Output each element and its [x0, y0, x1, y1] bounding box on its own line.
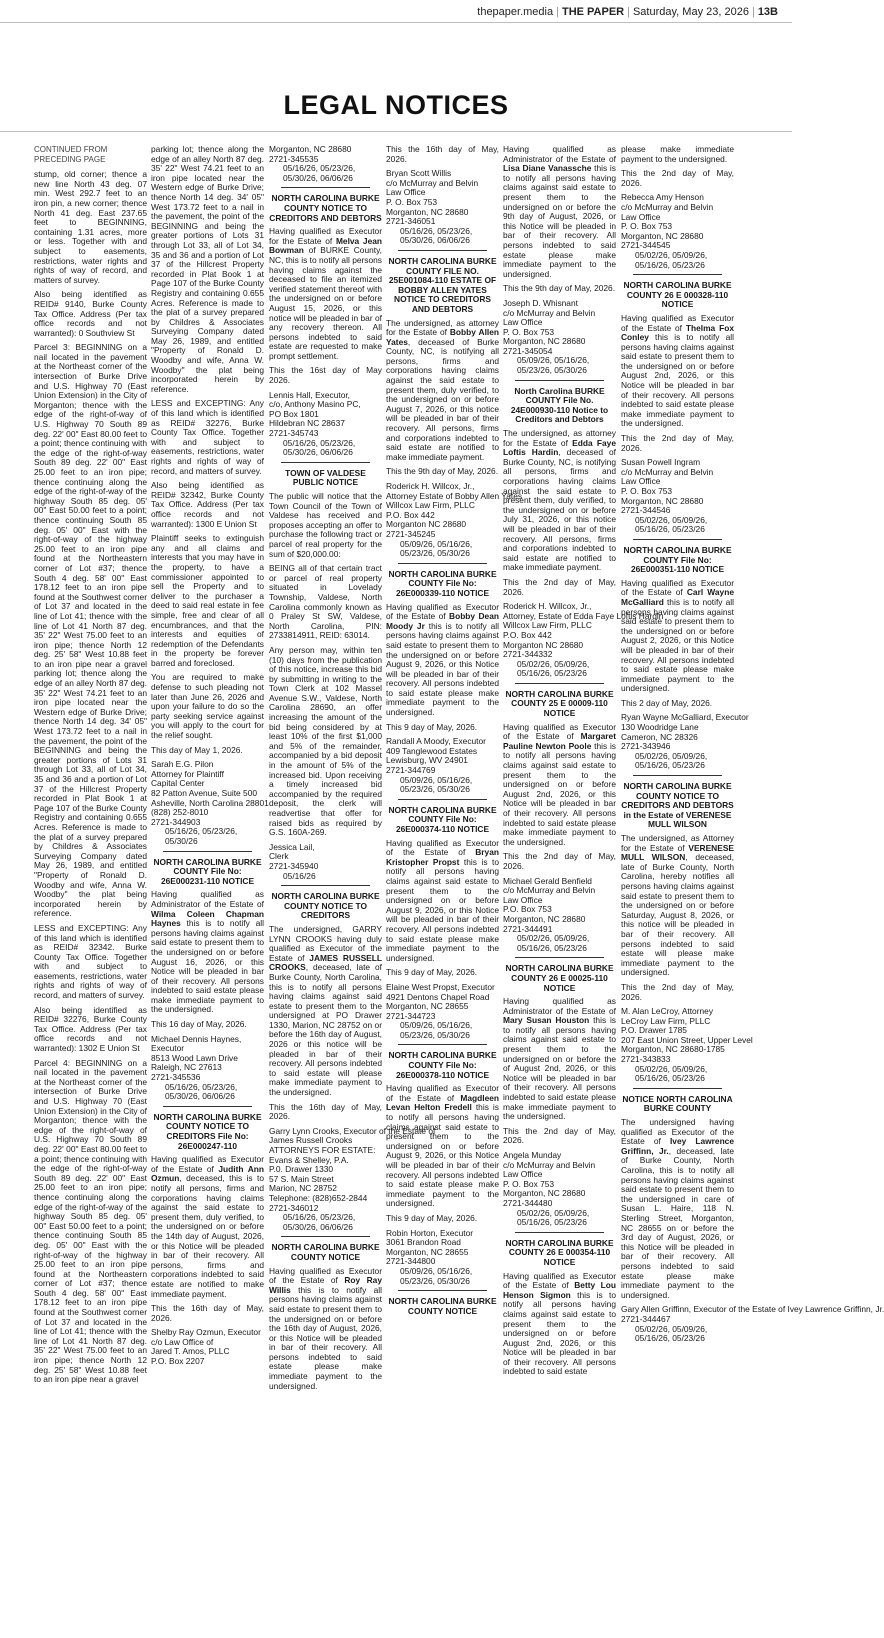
publication-dates: 05/02/26, 05/09/26, 05/16/26, 05/23/26: [635, 249, 708, 270]
notices-columns: [34, 144, 884, 1632]
signature-block: [386, 481, 523, 540]
publication-dates: 05/02/26, 05/09/26, 05/16/26, 05/23/26: [517, 933, 590, 953]
signature-line: James Russell Crooks: [269, 1135, 353, 1146]
signature-block: [151, 1328, 264, 1366]
signature-line: Raleigh, NC 27613: [151, 1062, 222, 1073]
signature-block: [269, 1125, 436, 1213]
notice-divider: [281, 462, 370, 463]
signature-block: [269, 391, 382, 439]
signature-line: 2721-346012: [269, 1202, 319, 1213]
signature-line: P.O. Box 2207: [151, 1356, 205, 1367]
notice-text: Also being identified as REID# 9140, Burke County Tax Office. Address (Per tax office records and not warranted): 0 Southview St: [34, 289, 147, 338]
notice-heading: NORTH CAROLINA BURKE COUNTY 25 E 00009-110 NOTICE: [505, 688, 614, 719]
notice-text: Any person may, within ten (10) days from the publication of this notice, increase this bid by submitting in writing to the Town Clerk at 102 Massel Avenue S.W., Valdese, North Carolina 28690, an offer increasing the amount of the bid being considered by at least 10% of the first $1,000 and 5% of the remainder, accompanied by a bid deposit in the amount of 5% of the increased bid. Upon receiving a timely increased bid accompanied by the required deposit, the clerk will readvertise that offer for raised bids as required by G.S. 160A-269.: [269, 644, 382, 838]
signature-line: Attorney Estate of Bobby Allen Yates: [386, 490, 523, 501]
notice-date-line: This the 2nd day of May, 2026.: [621, 981, 734, 1002]
estate-name: Magdleen Levan Helton Fredell: [386, 1092, 499, 1113]
publication-dates: 05/16/26, 05/23/26, 05/30/26, 06/06/26: [283, 1212, 356, 1232]
signature-line: Law Office: [386, 187, 426, 198]
estate-name: Betty Lou Henson Sigmon: [503, 1280, 616, 1300]
signature-line: Attorney for Plaintiff: [151, 768, 224, 779]
estate-name: Melva Jean Bowman: [269, 235, 382, 256]
signature-line: Garry Lynn Crooks, Executor of the Estate of: [269, 1125, 436, 1136]
notice-date-line: This 9 day of May, 2026.: [386, 967, 478, 978]
signature-line: Telephone: (828)652-2844: [269, 1192, 368, 1203]
signature-line: Cameron, NC 28326: [621, 731, 698, 742]
publication-dates: 05/02/26, 05/09/26, 05/16/26, 05/23/26: [635, 750, 708, 771]
notice-date-line: This the 16th day of May, 2026.: [151, 1303, 264, 1323]
notice-heading: NORTH CAROLINA BURKE COUNTY File No: 26E000351-110 NOTICE: [623, 544, 732, 575]
signature-line: 2721-344800: [386, 1256, 436, 1267]
notice-text: Also being identified as REID# 32276, Burke County Tax Office. Address (Per tax office records and not warranted): 1302 E Union St: [34, 1004, 147, 1054]
signature-block: [386, 169, 499, 227]
signature-line: Lennis Hall, Executor,: [269, 389, 351, 400]
signature-block: [269, 843, 382, 872]
estate-name: Carl Wayne McGalliard: [621, 587, 734, 607]
title-rule: [0, 131, 792, 132]
signature-line: P.0. Drawer 1330: [269, 1164, 334, 1175]
signature-line: 4921 Dentons Chapel Road: [386, 991, 490, 1002]
signature-line: Angela Munday: [503, 1150, 562, 1160]
notice-text: Having qualified as Executor for the Estate of Melva Jean Bowman of BURKE County, NC, this is to notify all persons having claims against the deceased to file an itemized verified statement thereof with the undersigned on or before August 15, 2026, or this notice will be pleaded in bar of any recovery thereon. All persons indebted to said estate are requested to make prompt settlement.: [269, 226, 382, 361]
signature-line: 2721-344467: [621, 1313, 671, 1324]
notice-text: The undersigned having qualified as Executor of the Estate of Ivey Lawrence Griffinn, Jr., deceased, late of Burke County, North Carolina, this is to notify all persons having claims against said estate to present them to the undersigned in care of Susan L. Haire, 118 N. Sterling Street, Morganton, NC 28655 on or before the 3rd day of August, 2026, or this Notice will be pleaded in bar of their recovery. All persons indebted to said estate please make immediate payment to the undersigned.: [621, 1117, 734, 1300]
notice-heading: NORTH CAROLINA BURKE COUNTY 26 E 000328-110 NOTICE: [623, 280, 732, 310]
column-6: [621, 144, 884, 1632]
signature-line: Law Office: [503, 894, 543, 905]
paper-name: THE PAPER: [561, 6, 625, 18]
signature-line: Randall A Moody, Executor: [386, 736, 486, 747]
signature-line: M. Alan LeCroy, Attorney: [621, 1006, 714, 1017]
publication-dates: 05/02/26, 05/09/26, 05/16/26, 05/23/26: [635, 514, 708, 535]
estate-name: Margaret Pauline Newton Poole: [503, 731, 616, 751]
notice-text: Also being identified as REID# 32342, Burke County Tax Office. Address (Per tax office records and not warranted): 1300 E Union St: [151, 480, 264, 529]
signature-line: ATTORNEYS FOR ESTATE:: [269, 1145, 376, 1155]
signature-line: 207 East Union Street, Upper Level: [621, 1034, 753, 1045]
signature-line: Ryan Wayne McGalliard, Executor: [621, 712, 749, 723]
signature-line: c/o, Anthony Masino PC,: [269, 399, 361, 410]
notice-divider: [633, 1088, 722, 1089]
estate-name: Mary Susan Houston: [503, 1015, 590, 1026]
signature-line: c/o McMurray and Belvin: [503, 1159, 596, 1170]
signature-line: Morganton, NC 28680: [503, 336, 586, 347]
publication-dates: 05/16/26, 05/23/26, 05/30/26, 06/06/26: [165, 1081, 238, 1102]
notice-date-line: This 2 day of May, 2026.: [621, 697, 713, 708]
notice-text: Plaintiff seeks to extinguish any and all claims and interests that you may have in the property, to have a commissioner appointed to sell the Property and to deliver to the purchaser a deed to said real estate in fee simple, free and clear of all encumbrances, and that the interests and equities of redemption of the Defendants in the property be forever barred and foreclosed.: [151, 533, 264, 668]
notice-date-line: This day of May 1, 2026.: [151, 744, 243, 755]
notice-heading: NORTH CAROLINA BURKE COUNTY 26 E 000354-110 NOTICE: [505, 1237, 614, 1267]
notice-text: Having qualified as Executor of the Estate of Betty Lou Henson Sigmon this is to notify all persons having claims against said estate to present them to the undersigned on or before August 2nd, 2026, or this Notice will be pleaded in bar of their recovery. All persons indebted to said estate: [503, 1270, 616, 1377]
notice-date-line: This 9 day of May, 2026.: [386, 1212, 478, 1223]
notice-date-line: This the 16th day of May, 2026.: [386, 144, 499, 164]
notice-date-line: This the 2nd day of May, 2026.: [503, 576, 616, 597]
signature-block: [621, 458, 734, 516]
estate-name: Bryan Kristopher Propst: [386, 847, 499, 867]
signature-block: [503, 1151, 616, 1209]
notice-text: Having qualified as Executor of the Estate of Judith Ann Ozmun, deceased, this is to notify all persons, firms and corporations having claims against the said estate to present them, duly verified, to the undersigned on or before the 14th day of August, 2026, or this Notice will be pleaded in bar of their recovery. All persons, firms and corporations indebted to said estate are notified to make immediate payment.: [151, 1154, 264, 1299]
notice-divider: [398, 1290, 487, 1291]
signature-line: Roderick H. Willcox, Jr.,: [503, 601, 592, 612]
signature-line: Bryan Scott Willis: [386, 168, 452, 179]
signature-line: Elaine West Propst, Executor: [386, 981, 495, 992]
signature-line: PO Box 1801: [269, 408, 319, 419]
signature-line: c/o McMurray and Belvin: [386, 177, 479, 188]
signature-line: P. O. Box 753: [621, 486, 673, 496]
signature-line: Law Office: [621, 476, 661, 487]
signature-line: 2721-345743: [269, 428, 319, 439]
signature-line: Robin Horton, Executor: [386, 1227, 474, 1238]
publication-dates: 05/09/26, 05/16/26, 05/23/26, 05/30/26: [400, 774, 473, 795]
signature-line: Joseph D. Whisnant: [503, 297, 578, 308]
publication-dates: 05/16/26, 05/23/26, 05/30/26, 06/06/26: [283, 437, 356, 458]
notice-heading: NOTICE NORTH CAROLINA BURKE COUNTY: [622, 1093, 733, 1114]
signature-line: Clerk: [269, 851, 289, 862]
notice-heading: NORTH CAROLINA BURKE COUNTY File No: 26E000374-110 NOTICE: [388, 804, 497, 834]
signature-line: Morganton NC 28680: [503, 639, 584, 650]
signature-line: Law Office: [621, 211, 661, 222]
signature-line: 2721-344723: [386, 1010, 436, 1021]
notice-heading: NORTH CAROLINA BURKE COUNTY NOTICE TO CREDITORS: [271, 891, 380, 921]
signature-line: Jared T. Amos, PLLC: [151, 1346, 230, 1357]
signature-line: Law Office: [503, 317, 543, 328]
signature-line: Morganton, NC 28655: [386, 1246, 469, 1257]
signature-line: Michael Dennis Haynes,: [151, 1033, 242, 1044]
signature-line: Morganton, NC 28655: [386, 1001, 469, 1012]
signature-line: Attorney, Estate of Edda Faye Loftis Hardin: [503, 610, 664, 621]
signature-line: Executor: [151, 1043, 185, 1054]
signature-line: Lewisburg, WV 24901: [386, 755, 468, 766]
column-4: [386, 144, 523, 1632]
signature-line: 2721-344332: [503, 649, 553, 660]
signature-line: LeCroy Law Firm, PLLC: [621, 1015, 711, 1026]
publication-dates: 05/02/26, 05/09/26, 05/16/26, 05/23/26: [635, 1063, 708, 1084]
notice-text: The undersigned, GARRY LYNN CROOKS having duly qualified as Executor of the Estate of JAMES RUSSELL CROOKS, deceased, late of Burke County, North Carolina, this is to notify all persons having claims against said estate to present them to the undersigned at PO Drawer 1330, Marion, NC 28752 on or before the 16th day of August, 2026 or this notice will be pleaded in bar of their recovery. All persons indebted to said estate will please make immediate payment to the undersigned.: [269, 923, 382, 1098]
signature-line: 409 Tanglewood Estates: [386, 745, 478, 756]
signature-line: 2721-346051: [386, 216, 436, 227]
signature-line: P.O. Box 753: [503, 904, 552, 915]
signature-line: Morganton, NC 28680-1785: [621, 1044, 725, 1055]
estate-name: Wilma Coleen Chapman Haynes: [151, 908, 264, 929]
signature-line: Morganton, NC 28680: [269, 144, 352, 154]
notice-date-line: This the 2nd day of May, 2026.: [503, 1125, 616, 1146]
notice-divider: [633, 775, 722, 776]
signature-block: [386, 983, 499, 1021]
issue-date: Saturday, May 23, 2026: [632, 6, 749, 18]
publication-dates: 05/16/26: [283, 870, 316, 881]
publication-dates: 05/09/26, 05/16/26, 05/23/26, 05/30/26: [400, 1265, 473, 1286]
notice-heading: NORTH CAROLINA BURKE COUNTY NOTICE TO CREDITORS File No: 26E000247-110: [153, 1111, 262, 1151]
signature-block: [503, 601, 664, 660]
estate-name: Thelma Fox Conley: [621, 322, 734, 343]
estate-name: Judith Ann Ozmun: [151, 1163, 264, 1184]
signature-line: P. O. Box 753: [386, 196, 438, 207]
signature-line: c/o McMurray and Belvin: [503, 307, 596, 318]
notice-divider: [281, 1236, 370, 1237]
continued-label: CONTINUED FROM PRECEDING PAGE: [34, 145, 108, 164]
notice-divider: [515, 1232, 604, 1233]
notice-heading: NORTH CAROLINA BURKE COUNTY NOTICE: [271, 1242, 380, 1262]
signature-line: 82 Patton Avenue, Suite 500: [151, 788, 258, 798]
signature-line: Shelby Ray Ozmun, Executor: [151, 1327, 261, 1338]
estate-name: Ivey Lawrence Griffinn, Jr.: [621, 1136, 734, 1156]
notice-divider: [398, 563, 487, 564]
notice-date-line: This the 9th day of May, 2026.: [503, 283, 616, 294]
masthead-rule: [0, 22, 792, 23]
notice-text: The public will notice that the Town Council of the Town of Valdese has received and proposes accepting an offer to purchase the following tract or parcel of real property for the sum of $20,000.00:: [269, 491, 382, 559]
notice-text: LESS and EXCEPTING: Any of this land which is identified as REID# 32342. Burke County Tax Office. Together with and subject to easements, restrictions, water rights and rights of way of record, and matters of survey.: [34, 922, 147, 1001]
notice-divider: [281, 885, 370, 886]
notice-text: Having qualified as Executor of the Estate of Bobby Dean Moody Jr this is to notify all persons having claims against said estate to present them to the undersigned on or before August 9, 2026, or this Notice will be pleaded in bar of their recovery. All persons indebted to said estate please make immediate payment to the undersigned.: [386, 601, 499, 718]
notice-divider: [515, 957, 604, 958]
signature-line: 2721-344491: [503, 923, 553, 934]
notice-date-line: This the 2nd day of May, 2026.: [621, 433, 734, 453]
notice-date-line: This the 16st day of May 2026.: [269, 365, 382, 386]
signature-line: 2721-344903: [151, 816, 201, 827]
notice-divider: [515, 380, 604, 381]
estate-name: Bobby Dean Moody Jr: [386, 611, 499, 631]
signature-line: 130 Woodridge Lane: [621, 722, 699, 733]
notice-text: Having qualified as Administrator of the Estate of Mary Susan Houston this is to notify all persons having claims against said estate to present them to the undersigned on or before the of August 2nd, 2026, or this Notice will be pleaded in bar of their recovery. All persons indebted to said estate please make immediate payment to the undersigned.: [503, 996, 616, 1122]
notice-text: Having qualified as Executor of the Estate of Margaret Pauline Newton Poole this is to notify all persons having claims against said estate to present them to the undersigned on or before August 2nd, 2026, or this Notice will be pleaded in bar of their recovery. All persons indebted to said estate please make immediate payment to the undersigned.: [503, 721, 616, 847]
signature-block: [621, 193, 734, 251]
masthead: thepaper.media | THE PAPER | Saturday, May 23, 2026 | 13B: [477, 6, 778, 18]
signature-line: Morganton, NC 28680: [503, 1188, 586, 1199]
notice-divider: [515, 683, 604, 684]
notice-divider: [163, 1106, 252, 1107]
publication-dates: 05/09/26, 05/16/26, 05/23/26, 05/30/26: [517, 355, 590, 376]
notice-divider: [633, 274, 722, 275]
notice-text: You are required to make defense to such pleading not later than June 26, 2026 and upon your failure to do so the party seeking service against you will apply to the court for the relief sought.: [151, 672, 264, 741]
signature-line: P. O. Box 753: [503, 326, 555, 337]
column-2: [151, 144, 269, 1632]
signature-line: c/o McMurray and Belvin: [621, 201, 714, 212]
notice-divider: [633, 539, 722, 540]
notice-date-line: This the 2nd day of May, 2026.: [621, 168, 734, 188]
notice-text: The undersigned, as attorney for the Estate of Edda Faye Loftis Hardin, deceased of Burke County, NC, is notifying all persons, firms and corporations having claims against the said estate to present them, duly verified, to the undersigned on or before July 31, 2026, or this notice will be pleaded in bar of their recovery. All persons, firms and corporations indebted to said estate are notified to make immediate payment.: [503, 428, 616, 573]
notice-text: Having qualified as Administrator of the Estate of Lisa Diane Vanassche this is to notify all persons having claims against said estate to present them to the undersigned on or before the 9th day of August, 2026, or this Notice will be pleaded in bar of their recovery. All persons indebted to said estate please make immediate payment to the undersigned.: [503, 144, 616, 279]
notice-date-line: This 9 day of May, 2026.: [386, 721, 478, 732]
notice-heading: NORTH CAROLINA BURKE COUNTY NOTICE TO CREDITORS AND DEBTORS: [269, 193, 382, 223]
section-title: LEGAL NOTICES: [283, 90, 509, 120]
signature-line: Morganton, NC 28680: [621, 495, 704, 506]
signature-line: Hildebran NC 28637: [269, 418, 345, 429]
estate-name: Lisa Diane Vanassche: [503, 163, 592, 174]
signature-line: 2721-345535: [269, 153, 319, 164]
notice-text: Parcel 4: BEGINNING on a nail located in the pavement at the Northeast corner of the intersection of Burke Drive and U.S. Highway 70 (East Union Extension) in the City of Morganton; thence with the edge of the right-of-way of U.S. Highway 70 South 89 deg. 22' 00" East 80.00 feet to a point; thence continuing with the edge of the right-of-way South 89 deg. 22' 00" East 25.00 feet to an iron pipe; thence continuing along the edge of the right-of-way of the highway South 85 deg. 05' 00" East 50.00 feet to a point; thence continuing South 85 deg. 05' 00" East with the right-of-way of the highway 25.00 feet to an iron pipe found at the Northeastern corner of Lot #37; thence South 4 deg. 58' 00" East 178.12 feet to an iron pipe found at the Southwest corner of Lot 37 and located in the line of Lot 41; thence with the line of Lot 41 North 87 deg. 35' 22" West 75.00 feet to an iron pipe; thence North 12 deg. 25' 58" West 10.88 feet to an iron pipe near a gravel: [34, 1057, 147, 1385]
notice-text: Having qualified as Executor of the Estate of Roy Ray Willis this is to notify all persons having claims against said estate to present them to the undersigned on or before the 16th day of August, 2026, or this Notice will be pleaded in bar of their recovery. All persons indebted to said estate please make immediate payment to the undersigned.: [269, 1265, 382, 1391]
signature-block: [151, 759, 269, 827]
signature-line: Sarah E.G. Pilon: [151, 759, 214, 770]
notice-divider: [398, 250, 487, 251]
publication-dates: 05/16/26, 05/23/26, 05/30/26, 06/06/26: [283, 163, 356, 183]
notice-text: Having qualified as Executor of the Estate of Bryan Kristopher Propst this is to notify all persons having claims against said estate to present them to the undersigned on or before August 9, 2026, or this Notice will be pleaded in bar of their recovery. All persons indebted to said estate please make immediate payment to the undersigned.: [386, 837, 499, 963]
notice-divider: [281, 187, 370, 188]
signature-line: Roderick H. Willcox, Jr.,: [386, 481, 475, 491]
notice-heading: NORTH CAROLINA BURKE COUNTY FILE NO. 25E001084-110 ESTATE OF BOBBY ALLEN YATES NOTICE TO CREDITORS AND DEBTORS: [388, 255, 497, 314]
signature-line: 2721-343946: [621, 741, 671, 752]
signature-line: 2721-344545: [621, 240, 671, 251]
notice-heading: NORTH CAROLINA BURKE COUNTY File No: 26E000378-110 NOTICE: [388, 1050, 497, 1080]
notice-text: Having qualified as Administrator of the Estate of Wilma Coleen Chapman Haynes this is to notify all persons having claims against said estate to present them to the undersigned on or before August 16, 2026, or this Notice will be pleaded in bar of their recovery. All persons indebted to said estate please make immediate payment to the undersigned.: [151, 889, 264, 1015]
signature-line: 2721-345054: [503, 345, 553, 356]
signature-block: [503, 877, 616, 935]
notice-date-line: This the 9th day of May, 2026.: [386, 466, 499, 477]
signature-line: Willcox Law Firm, PLLC: [503, 620, 592, 631]
site-name: thepaper.media: [477, 6, 554, 18]
notice-heading: NORTH CAROLINA BURKE COUNTY File No: 26E000231-110 NOTICE: [153, 856, 262, 886]
signature-block: [621, 712, 749, 752]
notice-text: please make immediate payment to the undersigned.: [621, 144, 734, 164]
column-1: [34, 145, 147, 1632]
signature-line: Asheville, North Carolina 28801: [151, 797, 269, 808]
signature-line: Susan Powell Ingram: [621, 457, 701, 468]
notice-divider: [398, 799, 487, 800]
signature-line: 2721-343833: [621, 1054, 671, 1065]
notice-heading: NORTH CAROLINA BURKE COUNTY NOTICE TO CREDITORS AND DEBTORS in the Estate of VERENESE MULL WILSON: [621, 781, 734, 830]
signature-line: Marion, NC 28752: [269, 1183, 337, 1194]
signature-line: 2721-344546: [621, 505, 671, 516]
publication-dates: 05/16/26, 05/23/26, 05/30/26: [165, 826, 238, 846]
signature-line: 2721-345940: [269, 860, 319, 871]
signature-line: 2721-344480: [503, 1197, 553, 1208]
notice-heading: NORTH CAROLINA BURKE COUNTY File No: 26E000339-110 NOTICE: [388, 568, 497, 598]
notice-heading: North Carolina BURKE COUNTY File No. 24E000930-110 Notice to Creditors and Debtors: [510, 385, 609, 425]
signature-line: 8513 Wood Lawn Drive: [151, 1052, 238, 1063]
signature-line: Morganton, NC 28680: [386, 206, 469, 217]
notice-text: stump, old corner; thence a new line North 43 deg. 07 min. West 292.7 feet to an iron pin, a new corner; thence North 41 deg. East 237.65 feet to BEGINNING, containing 1.31 acres, more or less. Together with and subject to easements, restrictions, water rights and rights of way of record, and matters of survey.: [34, 169, 147, 285]
signature-line: 2721-344769: [386, 765, 436, 776]
publication-dates: 05/09/26, 05/16/26, 05/23/26, 05/30/26: [400, 538, 473, 559]
notice-text: LESS and EXCEPTING: Any of this land which is identified as REID# 32276, Burke County Tax Office. Together with and subject to easements, restrictions, water rights and rights of way of record, and matters of survey.: [151, 398, 264, 476]
signature-block: [503, 299, 616, 357]
signature-line: Michael Gerald Benfield: [503, 875, 592, 886]
estate-name: Edda Faye Loftis Hardin: [503, 437, 616, 458]
signature-line: 2721-345245: [386, 528, 436, 539]
signature-line: c/o McMurray and Belvin: [621, 466, 714, 477]
signature-line: Law Office: [503, 1169, 543, 1180]
signature-block: [151, 1035, 264, 1083]
signature-line: P. O. Box 753: [503, 1178, 555, 1189]
notice-text: The undersigned, as attorney for the Estate of Bobby Allen Yates, deceased of Burke County, NC, is notifying all persons, firms and corporations having claims against the said estate to present them, duly verified, to the undersigned on or before August 7, 2026, or this notice will be pleaded in bar of their recovery. All persons, firms and corporations indebted to said estate are notified to make immediate payment.: [386, 317, 500, 462]
notice-text: Having qualified as Executor of the Estate of Carl Wayne McGalliard this is to notify all persons having claims against said estate to present them to the undersigned on or before August 2, 2026, or this Notice will be pleaded in bar of their recovery. All persons indebted to said estate please make immediate payment to the undersigned.: [621, 577, 734, 694]
notice-heading: NORTH CAROLINA BURKE COUNTY 26 E 00025-110 NOTICE: [505, 963, 614, 993]
signature-line: Morganton NC 28680: [386, 519, 467, 530]
notice-text: Parcel 3: BEGINNING on a nail located in the pavement at the Northeast corner of the intersection of Burke Drive and U.S. Highway 70 (East Union Extension) in the City of Morganton; thence with the edge of the right-of-way of U.S. Highway 70 South 89 deg. 22' 00" East 80.00 feet to a point; thence continuing with the edge of the right-of-way South 89 deg. 22' 00" East 25.00 feet to an iron pipe; thence continuing along the edge of the right-of-way of the highway South 85 deg. 05' 00" East 50.00 feet to a point; thence continuing South 85 deg. 05' 00" East with the right-of-way of the highway 25.00 feet to an iron pipe found at the Northeastern corner of Lot #37; thence South 4 deg. 58' 00" East 178.12 feet to an iron pipe found at the Southwest corner of Lot 37 and located in the line of Lot 41; thence with the line of Lot 41 North 87 deg. 35' 22" West 75.00 feet to an iron pipe; thence North 12 deg. 25' 58" West 10.88 feet to an iron pipe near a gravel parking lot; thence along the edge of an alley North 87 deg. 35' 22" West 74.21 feet to an iron pipe located near the Western edge of Burke Drive; thence North 14 deg. 34' 05" West 173.72 feet to a nail in the pavement, the point of the BEGINNING and being the greater portions of Lots 31 through Lot 33, all of Lot 34, 35 and 36 and a portion of Lot 37 of the Hillcrest Property recorded in Plat Book 1 at Page 107 of the Burke County Registry and containing 0.655 Acres. Reference is made to the plat of a survey prepared by Childres & Associates Surveying Company dated May 26, 1989, and entitled "Property of Ronald D. Woodby and wife, Anna W. Woodby" the plat being incorporated herein by reference.: [34, 342, 147, 919]
signature-line: 3061 Brandon Road: [386, 1237, 461, 1248]
signature-block: [386, 1229, 499, 1267]
publication-dates: 05/02/26, 05/09/26, 05/16/26, 05/23/26: [517, 1207, 590, 1228]
publication-dates: 05/02/26, 05/09/26, 05/16/26, 05/23/26: [635, 1323, 708, 1344]
signature-line: P. O. Box 753: [621, 221, 673, 232]
notice-divider: [398, 1044, 487, 1045]
estate-name: Bobby Allen Yates: [386, 327, 500, 347]
notice-date-line: This 16 day of May, 2026.: [151, 1019, 247, 1030]
signature-line: Willcox Law Firm, PLLC: [386, 500, 475, 511]
signature-line: c/o McMurray and Belvin: [503, 885, 596, 896]
publication-dates: 05/16/26, 05/23/26, 05/30/26, 06/06/26: [400, 225, 473, 246]
notice-text: Having qualified as Executor of the Estate of Magdleen Levan Helton Fredell this is to notify all persons having claims against said estate to present them to the undersigned on or before August 9, 2026, or this Notice will be pleaded in bar of their recovery. All persons indebted to said estate please make immediate payment to the undersigned.: [386, 1083, 499, 1209]
signature-line: Morganton, NC 28680: [503, 913, 586, 924]
notice-divider: [163, 851, 252, 852]
signature-line: 57 S. Main Street: [269, 1173, 334, 1184]
notice-text: BEING all of that certain tract or parcel of real property situated in Lovelady Township, Valdese, North Carolina commonly known as 0 Praley St SW, Valdese, North Carolina, PIN: 2733814911, REID: 63014.: [269, 563, 382, 641]
signature-line: (828) 252-8010: [151, 807, 209, 818]
notice-heading: TOWN OF VALDESE PUBLIC NOTICE: [285, 467, 366, 488]
notice-heading: NORTH CAROLINA BURKE COUNTY NOTICE: [388, 1296, 497, 1316]
signature-line: Morganton, NC 28680: [621, 230, 704, 241]
notice-date-line: This the 2nd day of May, 2026.: [503, 851, 616, 871]
signature-block: [621, 1006, 753, 1065]
signature-line: P.O. Box 442: [503, 629, 552, 640]
signature-line: Jessica Lail,: [269, 841, 315, 852]
publication-dates: 05/02/26, 05/09/26, 05/16/26, 05/23/26: [517, 658, 590, 679]
signature-line: Capital Center: [151, 778, 205, 789]
estate-name: VERENESE MULL WILSON: [621, 842, 734, 863]
signature-line: Gary Allen Griffinn, Executor of the Estate of Ivey Lawrence Griffinn, Jr.: [621, 1304, 884, 1315]
signature-line: 2721-345536: [151, 1072, 201, 1083]
signature-line: Evans & Shelley, P.A.: [269, 1154, 349, 1165]
signature-line: P.O. Drawer 1785: [621, 1025, 687, 1036]
publication-dates: 05/09/26, 05/16/26, 05/23/26, 05/30/26: [400, 1020, 473, 1040]
signature-line: P.O. Box 442: [386, 509, 435, 520]
signature-block: [269, 145, 382, 164]
signature-block: [386, 737, 499, 775]
estate-name: Roy Ray Willis: [269, 1275, 382, 1295]
signature-line: Rebecca Amy Henson: [621, 192, 704, 203]
page-number: 13B: [757, 6, 778, 18]
notice-date-line: This the 16th day of May, 2026.: [269, 1101, 382, 1122]
notice-text: Having qualified as Executor of the Estate of Thelma Fox Conley this is to notify all persons having claims against said estate to present them to the undersigned on or before August 2nd, 2026, or this Notice will be pleaded in bar of their recovery. All persons indebted to said estate please make immediate payment to the undersigned.: [621, 312, 734, 429]
notice-text: The undersigned, as Attorney for the Estate of VERENESE MULL WILSON, deceased, late of Burke County, North Carolina, hereby notifies all persons having claims against said estate to present them to the undersigned on or before Saturday, August 8, 2026, or this notice will be pleaded in bar of their recovery. All persons indebted to said estate will please make immediate payment to the undersigned.: [621, 833, 734, 978]
signature-block: [621, 1304, 884, 1324]
estate-name: JAMES RUSSELL CROOKS: [269, 952, 382, 973]
notice-text: parking lot; thence along the edge of an alley North 87 deg. 35' 22" West 74.21 feet to an iron pipe located near the Western edge of Burke Drive; thence North 14 deg. 34' 05" West 173.72 feet to a nail in the pavement, the point of the BEGINNING and being the greater portions of Lots 31 through Lot 33, all of Lot 34, 35 and 36 and a portion of Lot 37 of the Hillcrest Property recorded in Plat Book 1 at Page 107 of the Burke County Registry and containing 0.655 Acres. Reference is made to the plat of a survey prepared by Childres & Associates Surveying Company dated May 26, 1989, and entitled "Property of Ronald D. Woodby and wife, Anna W. Woodby" the plat being incorporated herein by reference.: [151, 144, 264, 394]
signature-line: c/o Law Office of: [151, 1336, 214, 1347]
